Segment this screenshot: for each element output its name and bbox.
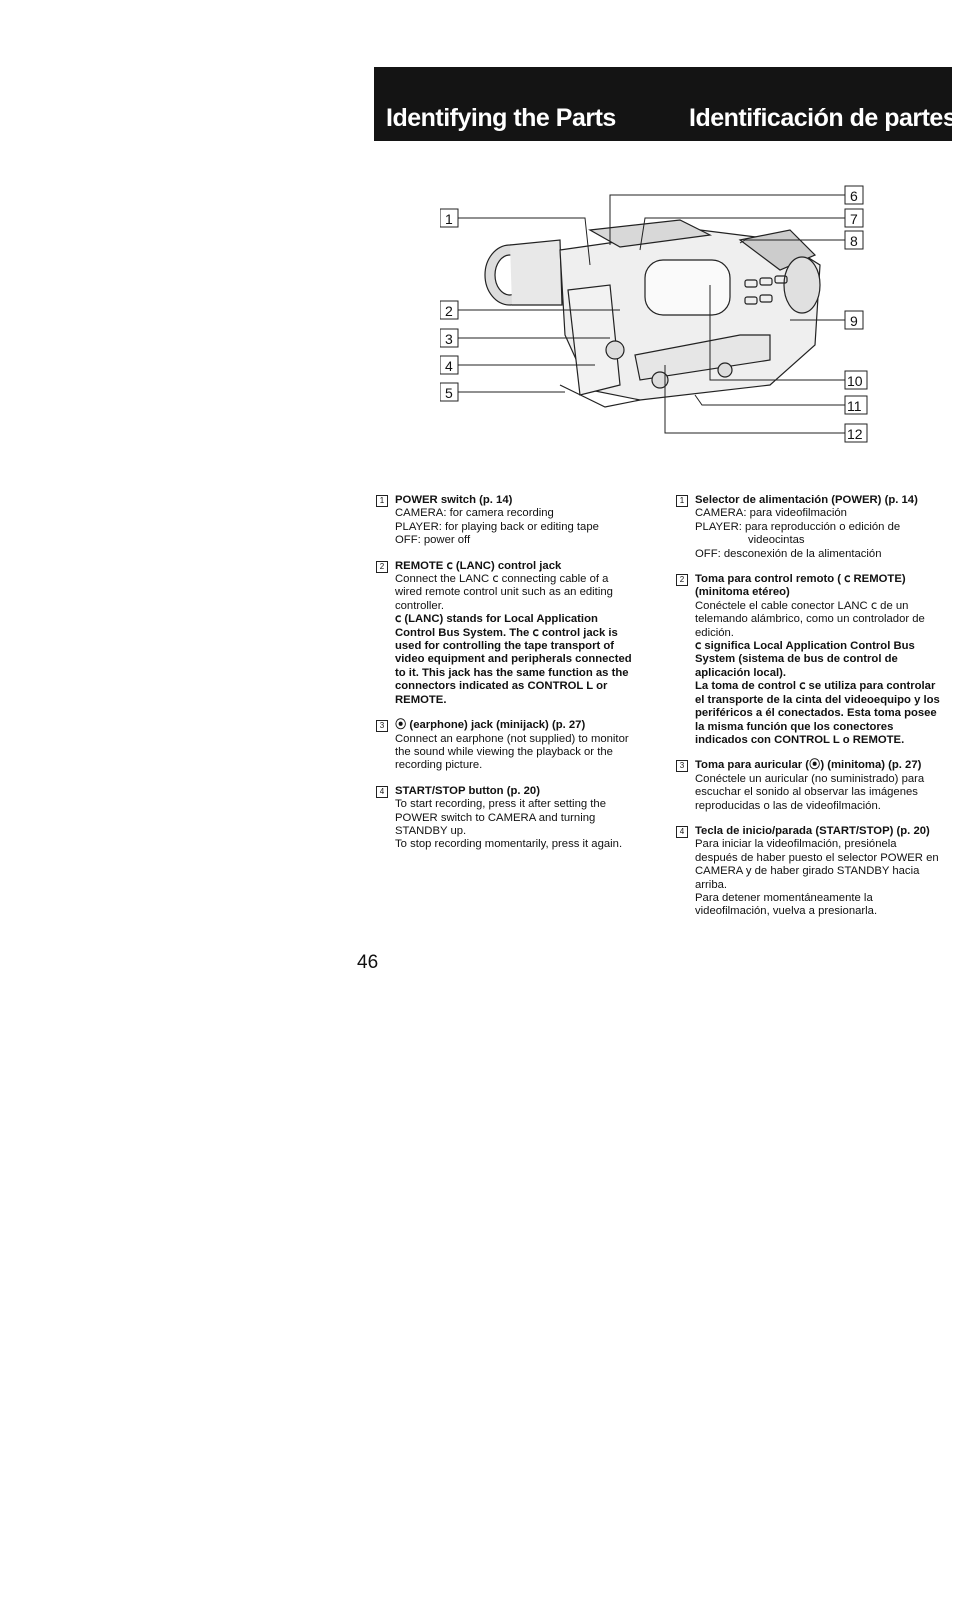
callout-12: 12 [847, 426, 863, 442]
list-item [376, 785, 646, 852]
page-title-en: Identifying the Parts [386, 104, 616, 132]
item-note: La toma de control ⅽ se utiliza para controlar [695, 680, 936, 693]
item-title: POWER switch (p. 14) [395, 494, 513, 506]
item-line: Conéctele un auricular (no suministrado) para [695, 772, 925, 785]
item-line: To stop recording momentarily, press it again. [395, 838, 623, 851]
item-number: 1 [676, 495, 688, 507]
callout-4: 4 [445, 358, 453, 374]
item-line: Conéctele el cable conector LANC ⅽ de un [695, 599, 909, 612]
item-line: Para detener momentáneamente la [695, 891, 873, 904]
camcorder-diagram [440, 185, 895, 460]
item-note: used for controlling the tape transport of [395, 640, 615, 653]
item-line: arriba. [695, 878, 728, 891]
item-number: 3 [676, 760, 688, 772]
list-item [376, 560, 646, 707]
item-line: CAMERA y de haber girado STANDBY hacia [695, 865, 920, 878]
callout-8: 8 [850, 233, 858, 249]
callout-2: 2 [445, 303, 453, 319]
callout-3: 3 [445, 331, 453, 347]
item-line: To start recording, press it after setting the [395, 798, 606, 811]
item-line: CAMERA: para videofilmación [695, 507, 847, 520]
item-note: to it. This jack has the same function as the [395, 666, 629, 679]
list-item [376, 494, 646, 548]
item-title: START/STOP button (p. 20) [395, 784, 540, 797]
item-note: la misma función que los conectores [695, 720, 894, 733]
item-title: (minitoma etéreo) [695, 586, 790, 599]
item-line: videofilmación, vuelva a presionarla. [695, 905, 878, 918]
spanish-column [676, 494, 958, 931]
item-line: the sound while viewing the playback or the [395, 745, 613, 758]
item-line: OFF: power off [395, 534, 471, 547]
item-note: connectors indicated as CONTROL L or [395, 680, 608, 693]
item-line: videocintas [748, 534, 805, 547]
callout-7: 7 [850, 211, 858, 227]
item-number: 2 [376, 561, 388, 573]
item-note: indicados con CONTROL L o REMOTE. [695, 733, 905, 746]
item-line: telemando alámbrico, como un controlador de [695, 613, 925, 626]
item-line: edición. [695, 626, 734, 639]
list-item [676, 573, 958, 747]
item-note: el transporte de la cinta del videoequipo y los [695, 693, 940, 706]
callout-6: 6 [850, 188, 858, 204]
page-title-es: Identificación de partes [689, 104, 957, 132]
item-number: 2 [676, 574, 688, 586]
callout-11: 11 [847, 398, 862, 414]
callout-5: 5 [445, 385, 453, 401]
item-number: 4 [376, 786, 388, 798]
item-number: 3 [376, 720, 388, 732]
item-title: Selector de alimentación (POWER) (p. 14) [695, 494, 918, 506]
item-line: STANDBY up. [395, 824, 467, 837]
item-note: REMOTE. [395, 693, 447, 706]
list-item [676, 825, 958, 919]
list-item [676, 494, 958, 561]
item-note: ⅽ (LANC) stands for Local Application [395, 613, 598, 626]
item-line: Para iniciar la videofilmación, presiónela [695, 838, 897, 851]
item-note: ⅽ significa Local Application Control Bus [695, 640, 915, 653]
callout-1: 1 [445, 211, 453, 227]
item-title: Toma para auricular (⦿) (minitoma) (p. 27) [695, 759, 922, 772]
item-line: controller. [395, 599, 444, 612]
item-line: wired remote control unit such as an editing [395, 586, 613, 599]
english-column [376, 494, 646, 864]
item-note: aplicación local). [695, 666, 787, 679]
callout-10: 10 [847, 373, 863, 389]
item-title: Tecla de inicio/parada (START/STOP) (p. 20) [695, 824, 930, 837]
item-note: System (sistema de bus de control de [695, 653, 898, 666]
item-title: REMOTE ⅽ (LANC) control jack [395, 559, 562, 572]
item-number: 4 [676, 826, 688, 838]
item-line: escuchar el sonido al observar las imágenes [695, 786, 918, 799]
item-line: POWER switch to CAMERA and turning [395, 811, 596, 824]
item-line: OFF: desconexión de la alimentación [695, 547, 882, 560]
callout-9: 9 [850, 313, 858, 329]
item-note: video equipment and peripherals connected [395, 653, 632, 666]
item-note: periféricos a él conectados. Esta toma posee [695, 707, 937, 720]
item-line: PLAYER: for playing back or editing tape [395, 520, 599, 533]
item-title: Toma para control remoto ( ⅽ REMOTE) [695, 573, 906, 586]
item-line: después de haber puesto el selector POWER en [695, 851, 939, 864]
item-line: recording picture. [395, 759, 483, 772]
item-line: reproducidas o las de videofilmación. [695, 799, 881, 812]
page-number: 46 [357, 952, 379, 973]
item-note: Control Bus System. The ⅽ control jack is [395, 626, 618, 639]
item-title: ⦿ (earphone) jack (minijack) (p. 27) [395, 719, 586, 732]
item-line: PLAYER: para reproducción o edición de [695, 520, 901, 533]
item-number: 1 [376, 495, 388, 507]
item-line: Connect the LANC ⅽ connecting cable of a [395, 573, 609, 586]
list-item [376, 719, 646, 773]
item-line: CAMERA: for camera recording [395, 507, 554, 520]
item-line: Connect an earphone (not supplied) to monitor [395, 732, 629, 745]
list-item [676, 759, 958, 813]
